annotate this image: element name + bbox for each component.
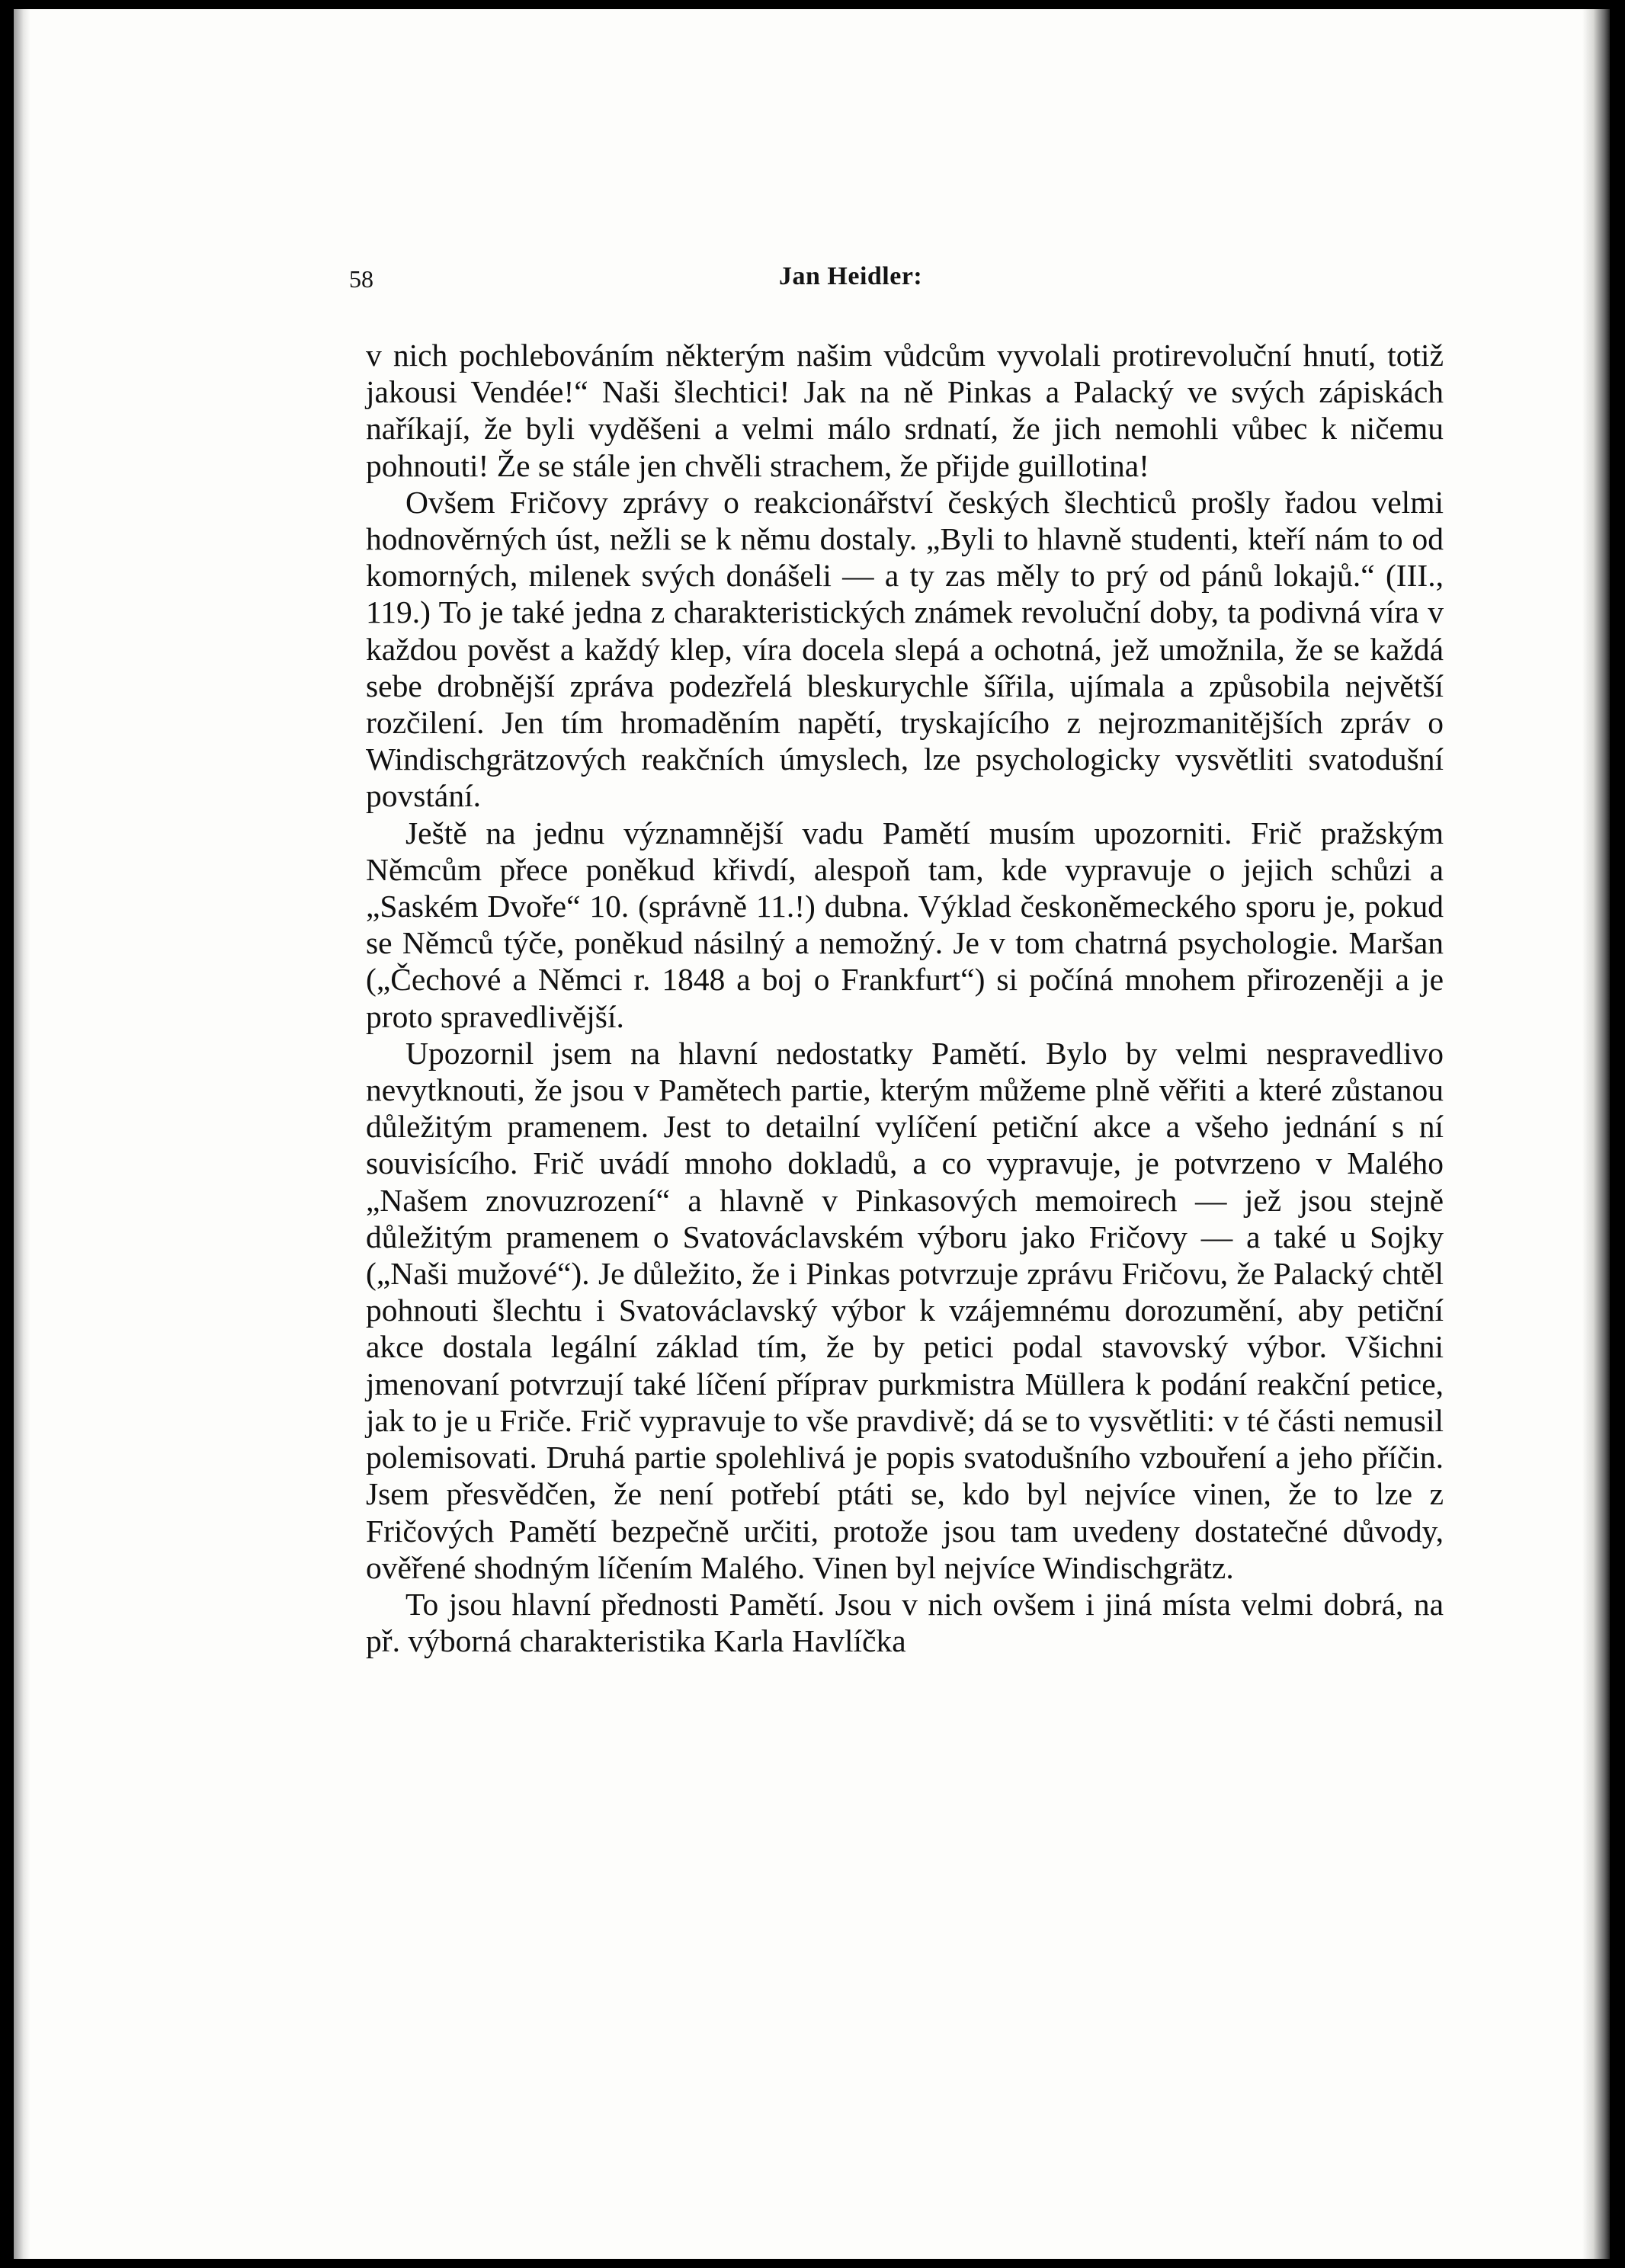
page-gutter-shadow — [14, 9, 30, 2259]
paragraph: v nich pochlebováním některým našim vůdcům vyvolali protirevoluční hnutí, totiž jakousi Vendée!“ Naši šlechtici! Jak na ně Pinkas a Palacký ve svých zápiskách naříkají, že byli vyděšeni a velmi málo srdnatí, že jich nemohli vůbec k ničemu pohnouti! Že se stále jen chvěli strachem, že přijde guillotina! — [366, 338, 1444, 483]
paragraph: Ovšem Fričovy zprávy o reakcionářství českých šlechticů prošly řadou velmi hodnověrných úst, nežli se k němu dostaly. „Byli to hlavně studenti, kteří nám to od komorných, milenek svých donášeli — a ty zas měly to prý od pánů lokajů.“ (III., 119.) To je také jedna z charakteristických známek revoluční doby, ta podivná víra v každou pověst a každý klep, víra docela slepá a ochotná, jež umožnila, že se každá sebe drobnější zpráva podezřelá bleskurychle šířila, ujímala a způsobila největší rozčilení. Jen tím hromaděním napětí, tryskajícího z nejrozmanitějších zpráv o Windischgrätzových reakčních úmyslech, lze psychologicky vysvětliti svatodušní povstání. — [366, 484, 1444, 814]
page-edge-shadow — [1582, 9, 1610, 2259]
paragraph: Upozornil jsem na hlavní nedostatky Pamětí. Bylo by velmi nespravedlivo nevytknouti, že jsou v Pamětech partie, kterým můžeme plně věřiti a které zůstanou důležitým pramenem. Jest to detailní vylíčení petiční akce a všeho jednání s ní souvisícího. Frič uvádí mnoho dokladů, a co vypravuje, je potvrzeno v Malého „Našem znovuzrození“ a hlavně v Pinkasových memoirech — jež jsou stejně důležitým pramenem o Svatováclavském výboru jako Fričovy — a také u Sojky („Naši mužové“). Je důležito, že i Pinkas potvrzuje zprávu Fričovu, že Palacký chtěl pohnouti šlechtu i Svatováclavský výbor k vzájemnému dorozumění, aby petiční akce dostala legální základ tím, že by petici podal stavovský výbor. Všichni jmenovaní potvrzují také líčení příprav purkmistra Müllera k podání reakční petice, jak to je u Friče. Frič vypravuje to vše pravdivě; dá se to vysvětliti: v té části nemusil polemisovati. Druhá partie spolehlivá je popis svatodušního vzbouření a jeho příčin. Jsem přesvědčen, že není potřebí ptáti se, kdo byl nejvíce vinen, že to lze z Fričových Pamětí bezpečně určiti, protože jsou tam uvedeny dostatečné důvody, ověřené shodným líčením Malého. Vinen byl nejvíce Windischgrätz. — [366, 1035, 1444, 1585]
paragraph: Ještě na jednu významnější vadu Pamětí musím upozorniti. Frič pražským Němcům přece poněkud křivdí, alespoň tam, kde vypravuje o jejich schůzi a „Saském Dvoře“ 10. (správně 11.!) dubna. Výklad českoněmeckého sporu je, pokud se Němců týče, poněkud násilný a nemožný. Je v tom chatrná psychologie. Maršan („Čechové a Němci r. 1848 a boj o Frankfurt“) si počíná mnohem přirozeněji a je proto spravedlivější. — [366, 815, 1444, 1034]
page-header — [349, 258, 1454, 303]
paragraph: To jsou hlavní přednosti Pamětí. Jsou v nich ovšem i jiná místa velmi dobrá, na př. výborná charakteristika Karla Havlíčka — [366, 1586, 1444, 1659]
body-text — [366, 337, 1444, 1659]
book-page — [14, 9, 1610, 2259]
page-number: 58 — [349, 265, 373, 293]
running-head: Jan Heidler: — [779, 262, 923, 290]
